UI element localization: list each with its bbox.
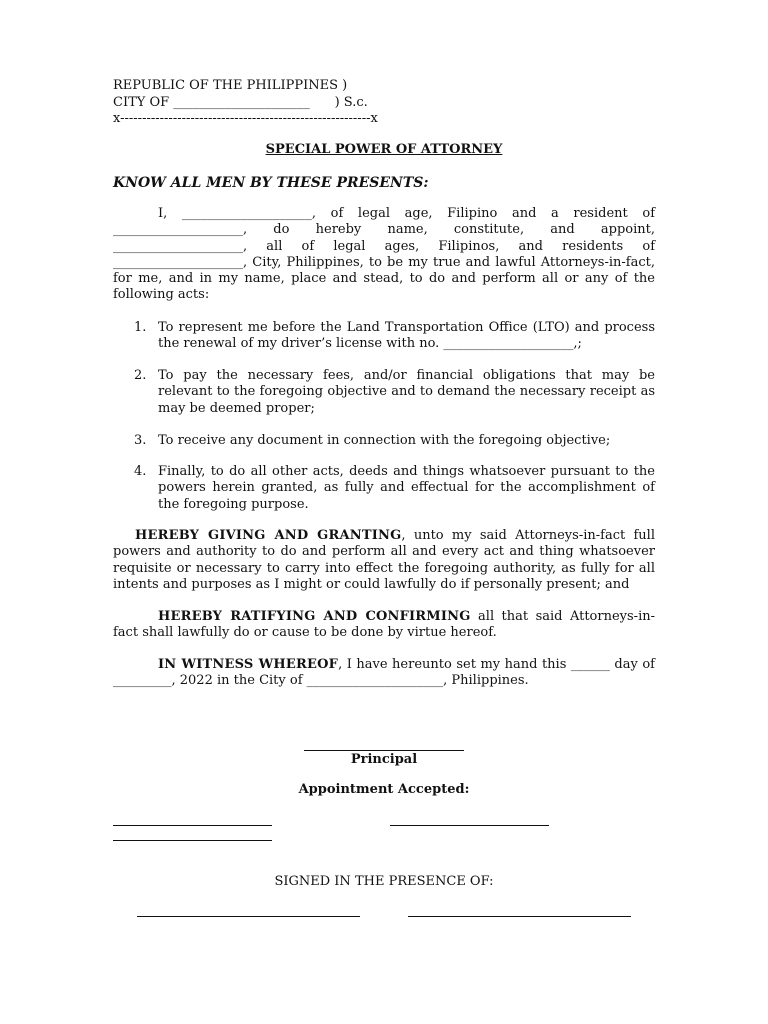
- attorney-signature-line-2: [390, 825, 549, 826]
- header-city: CITY OF _____________________ ) S.c.: [113, 95, 368, 110]
- act-number: 1.: [134, 320, 147, 335]
- ratifying-rest: all that said Attorneys-in-fact shall lawfully do or cause to be done by virtue hereof.: [113, 609, 655, 641]
- document-title: SPECIAL POWER OF ATTORNEY: [265, 142, 503, 157]
- act-item-2: [134, 368, 655, 417]
- signed-in-presence-label: SIGNED IN THE PRESENCE OF:: [274, 874, 494, 889]
- giving-lead: HEREBY GIVING AND GRANTING: [135, 528, 402, 543]
- act-text: To pay the necessary fees, and/or financial obligations that may be relevant to the foregoing objective and to demand the necessary receipt as may be deemed proper;: [158, 368, 655, 416]
- witness-signature-line-2: [408, 916, 631, 917]
- principal-label: Principal: [350, 752, 418, 767]
- ratifying-lead: HEREBY RATIFYING AND CONFIRMING: [158, 609, 471, 624]
- act-text: To receive any document in connection with the foregoing objective;: [158, 433, 611, 448]
- act-item-4: [134, 464, 655, 513]
- act-item-1: [134, 320, 655, 353]
- act-text: To represent me before the Land Transportation Office (LTO) and process the renewal of my driver’s license with no. ____________________,;: [158, 320, 655, 352]
- act-number: 4.: [134, 464, 147, 479]
- appointment-accepted-label: Appointment Accepted:: [298, 782, 470, 797]
- attorney-signature-line-1: [113, 825, 272, 826]
- act-item-3: [134, 433, 655, 449]
- act-number: 2.: [134, 368, 147, 383]
- header-divider: x---------------------------------------------------------x: [113, 111, 378, 126]
- header-republic: REPUBLIC OF THE PHILIPPINES ): [113, 78, 348, 93]
- intro-paragraph: I, ____________________, of legal age, Filipino and a resident of ____________________, do hereby name, constitute, and appoint, ____________________, all of legal ages, Filipinos, and residents of ____________________, City, Philippines, to be my true and lawful Attorneys-in-fact, for me, and in my name, place and stead, to do and perform all or any of the following acts:: [113, 206, 655, 303]
- ratifying-paragraph: [113, 609, 655, 642]
- witness-rest: , I have hereunto set my hand this ______ day of _________, 2022 in the City of _____________________, Philippines.: [113, 657, 655, 689]
- giving-paragraph: [113, 528, 655, 593]
- witness-lead: IN WITNESS WHEREOF: [158, 657, 339, 672]
- witness-paragraph: [113, 657, 655, 690]
- act-number: 3.: [134, 433, 147, 448]
- giving-rest: , unto my said Attorneys-in-fact full powers and authority to do and perform all and every act and thing whatsoever requisite or necessary to carry into effect the foregoing authority, as fully for all intents and purposes as I might or could lawfully do if personally present; and: [113, 528, 655, 592]
- act-text: Finally, to do all other acts, deeds and things whatsoever pursuant to the powers herein granted, as fully and effectual for the accomplishment of the foregoing purpose.: [158, 464, 655, 512]
- know-all-men: KNOW ALL MEN BY THESE PRESENTS:: [113, 175, 429, 191]
- principal-signature-line: [304, 750, 464, 751]
- witness-signature-line-1: [137, 916, 360, 917]
- attorney-signature-line-3: [113, 840, 272, 841]
